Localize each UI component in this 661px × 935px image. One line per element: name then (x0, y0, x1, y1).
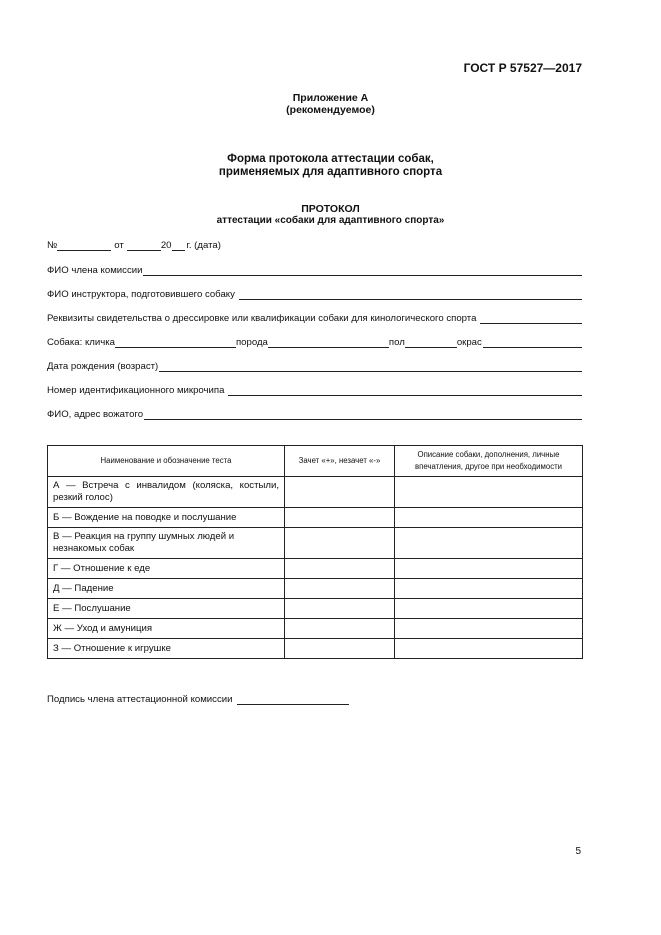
dog-color-blank[interactable] (483, 336, 582, 348)
field-date-from-label: от (114, 240, 124, 251)
number-blank[interactable] (57, 239, 111, 251)
field-number-date (47, 237, 221, 251)
table-row (48, 508, 583, 528)
field-label: ФИО инструктора, подготовившего собаку (47, 289, 235, 300)
pass-fail-cell[interactable] (285, 477, 395, 508)
description-cell[interactable] (395, 579, 583, 599)
signature-blank[interactable] (237, 694, 349, 705)
table-row (48, 528, 583, 559)
description-cell[interactable] (395, 559, 583, 579)
test-name-cell: Ж — Уход и амуниция (48, 619, 285, 639)
pass-fail-cell[interactable] (285, 528, 395, 559)
table-row (48, 619, 583, 639)
field-chip (47, 382, 582, 396)
instructor-blank[interactable] (239, 288, 582, 300)
field-instructor (47, 286, 582, 300)
description-cell[interactable] (395, 639, 583, 659)
pass-fail-cell[interactable] (285, 599, 395, 619)
date-blank[interactable] (127, 239, 161, 251)
header-test-name: Наименование и обозначение теста (48, 446, 285, 477)
table-header-row (48, 446, 583, 477)
appendix-title: Приложение А (292, 92, 369, 104)
table-row (48, 559, 583, 579)
description-cell[interactable] (395, 528, 583, 559)
test-name-cell: Г — Отношение к еде (48, 559, 285, 579)
test-name-cell: В — Реакция на группу шумных людей и незнакомых собак (48, 528, 285, 559)
table-row (48, 599, 583, 619)
field-label: ФИО члена комиссии (47, 265, 143, 276)
protocol-subtitle: аттестации «собаки для адаптивного спорта» (216, 215, 445, 226)
dog-sex-blank[interactable] (405, 336, 457, 348)
table-row (48, 477, 583, 508)
pass-fail-cell[interactable] (285, 639, 395, 659)
table-row (48, 639, 583, 659)
test-name-cell: Д — Падение (48, 579, 285, 599)
handler-blank[interactable] (144, 408, 582, 420)
description-cell[interactable] (395, 508, 583, 528)
tests-table (47, 445, 583, 659)
commission-member-blank[interactable] (143, 264, 582, 276)
dog-breed-label: порода (235, 337, 268, 348)
test-name-cell: Е — Послушание (48, 599, 285, 619)
standard-number: ГОСТ Р 57527—2017 (463, 61, 582, 75)
pass-fail-cell[interactable] (285, 619, 395, 639)
page-number: 5 (575, 846, 581, 857)
field-label: ФИО, адрес вожатого (47, 409, 144, 420)
pass-fail-cell[interactable] (285, 508, 395, 528)
dog-name-label: Собака: кличка (47, 337, 115, 348)
field-commission-member (47, 262, 582, 276)
header-description: Описание собаки, дополнения, личные впечатления, другое при необходимости (395, 446, 583, 477)
test-name-cell: Б — Вождение на поводке и послушание (48, 508, 285, 528)
dog-breed-blank[interactable] (268, 336, 389, 348)
field-date-suffix: г. (дата) (186, 240, 221, 251)
dog-name-blank[interactable] (115, 336, 236, 348)
form-title-line1: Форма протокола аттестации собак, (227, 153, 434, 165)
pass-fail-cell[interactable] (285, 559, 395, 579)
pass-fail-cell[interactable] (285, 579, 395, 599)
header-pass-fail: Зачет «+», незачет «-» (285, 446, 395, 477)
table-row (48, 579, 583, 599)
field-dog (47, 334, 582, 348)
field-number-label: № (47, 240, 58, 251)
form-title-line2: применяемых для адаптивного спорта (218, 166, 443, 178)
signature-line (47, 694, 349, 705)
field-label: Номер идентификационного микрочипа (47, 385, 225, 396)
chip-blank[interactable] (228, 384, 582, 396)
field-certificate (47, 310, 582, 324)
birth-blank[interactable] (159, 360, 582, 372)
field-handler (47, 406, 582, 420)
field-year-label: 20 (160, 240, 172, 251)
field-label: Реквизиты свидетельства о дрессировке или квалификации собаки для кинологического спорта (47, 313, 477, 324)
appendix-subtitle: (рекомендуемое) (286, 104, 375, 116)
description-cell[interactable] (395, 619, 583, 639)
certificate-blank[interactable] (480, 312, 582, 324)
signature-label: Подпись члена аттестационной комиссии (47, 694, 233, 705)
field-birth (47, 358, 582, 372)
protocol-title: ПРОТОКОЛ (301, 203, 360, 215)
description-cell[interactable] (395, 599, 583, 619)
year-blank[interactable] (172, 239, 185, 251)
dog-color-label: окрас (456, 337, 482, 348)
dog-sex-label: пол (388, 337, 405, 348)
test-name-cell: А — Встреча с инвалидом (коляска, костыли, резкий голос) (48, 477, 285, 508)
field-label: Дата рождения (возраст) (47, 361, 159, 372)
description-cell[interactable] (395, 477, 583, 508)
test-name-cell: З — Отношение к игрушке (48, 639, 285, 659)
